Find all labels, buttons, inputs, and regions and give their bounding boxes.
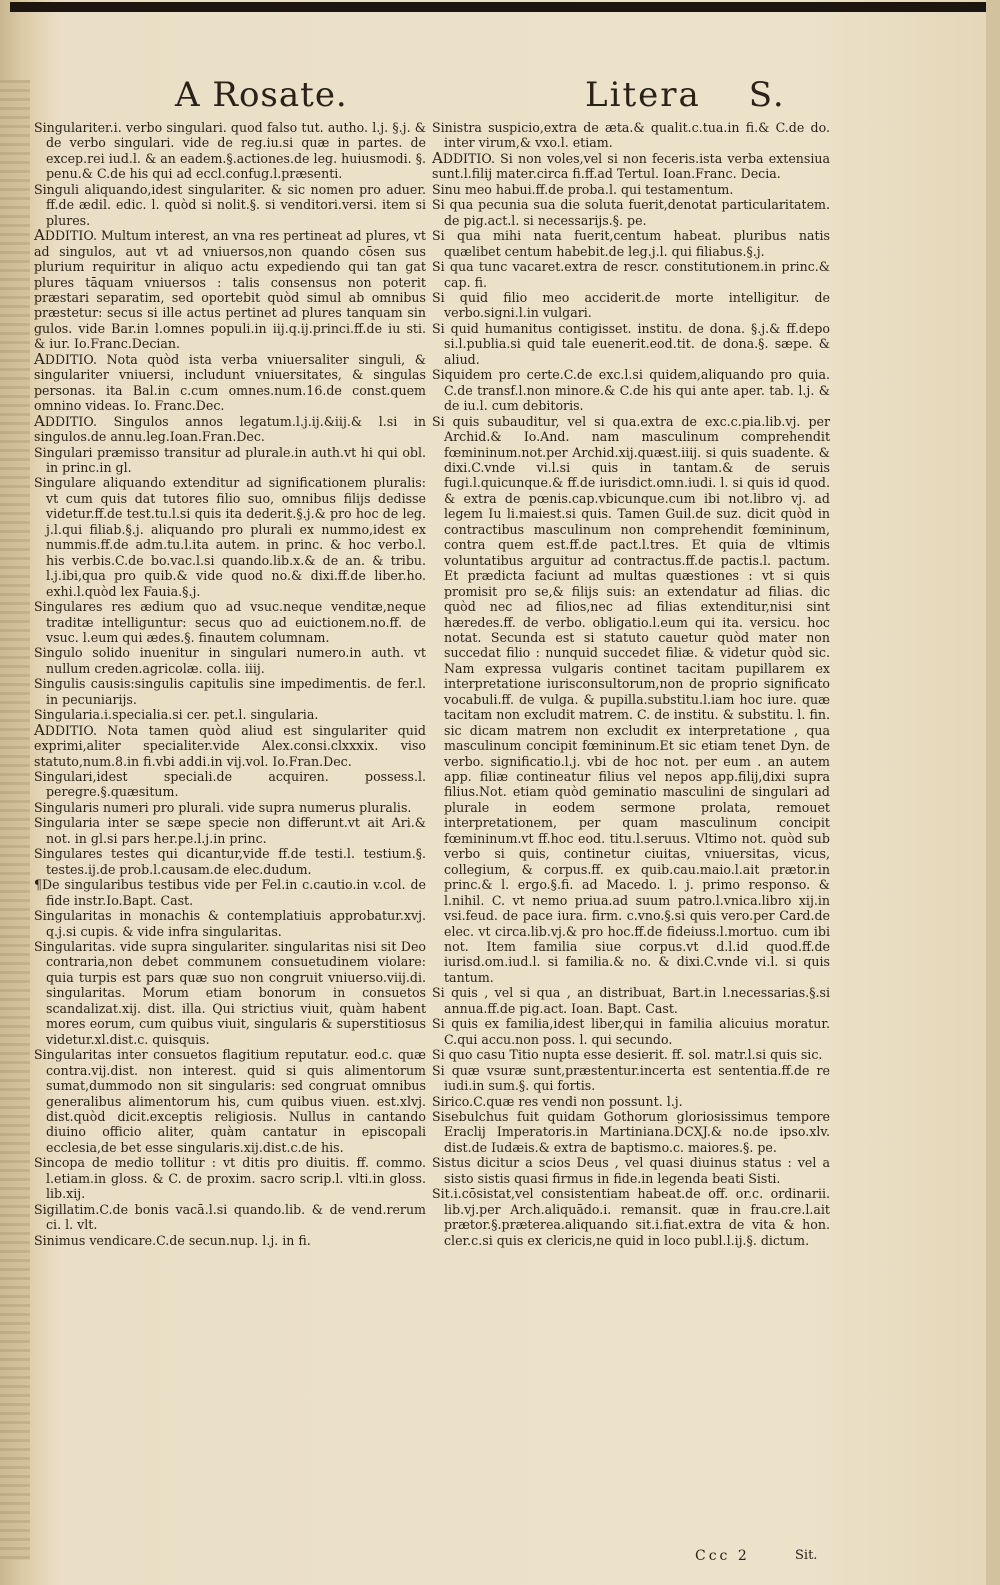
entry: Si quæ vsuræ sunt,præstentur.incerta est sententia.ff.de re iudi.in sum.§. qui fortis. bbox=[432, 1062, 830, 1094]
entry: Singularitas. vide supra singulariter. singularitas nisi sit Deo contraria,non debet communem consuetudinem violare: quia turpis est pars quæ suo non congruit vniuerso.viij.di. singularitas. Morum etiam bonorum in consuetos scandalizat.xij. dist. illa. Qui strictius viuit, quàm habent mores eorum, cum quibus viuit, singularis & superstitiosus videtur.xl.dist.c. quisquis. bbox=[34, 939, 426, 1047]
page-edge bbox=[986, 0, 1000, 1585]
entry: Singulares testes qui dicantur,vide ff.de testi.l. testium.§. testes.ij.de prob.l.causam.de elec.dudum. bbox=[34, 846, 426, 877]
entry: ADDITIO. Si non voles,vel si non feceris.ista verba extensiua sunt.l.filij mater.circa fi.ff.ad Tertul. Ioan.Franc. Decia. bbox=[432, 148, 830, 182]
entry: Singularis numeri pro plurali. vide supra numerus pluralis. bbox=[34, 799, 412, 815]
entry: Sinistra suspicio,extra de æta.& qualit.c.tua.in fi.& C.de do. inter virum,& vxo.l. etiam. bbox=[432, 120, 830, 151]
entry: Singularitas inter consuetos flagitium reputatur. eod.c. quæ contra.vij.dist. non interest. quid si quis alimentorum sumat,dummodo non sit singularis: sed congruat omnibus generalibus alimentorum his, cum quibus viuen. est.xlvj. dist.quòd dicit.exceptis religiosis. Nullus in cantando diuino officio aliter, quàm cantatur in episcopali ecclesia,de bet esse singularis.xij.dist.c.de his. bbox=[34, 1047, 426, 1155]
entry: Sit.i.cōsistat,vel consistentiam habeat.de off. or.c. ordinarii. lib.vj.per Arch.aliquādo.i. remansit. quæ in frau.cre.l.ait prætor.§.præterea.aliquando sit.i.fiat.extra de vita & hon. cler.c.si quis ex clericis,ne quid in loco publ.l.ij.§. dictum. bbox=[432, 1186, 830, 1248]
right-column bbox=[432, 120, 830, 1248]
entry: Singularia.i.specialia.si cer. pet.l. singularia. bbox=[34, 707, 319, 723]
entry: Singuli aliquando,idest singulariter. & sic nomen pro aduer. ff.de ædil. edic. l. quòd si nolit.§. si venditori.versi. item si plures. bbox=[34, 181, 426, 228]
entry: Singularitas in monachis & contemplatiuis approbatur.xvj. q.j.si cupis. & vide infra singularitas. bbox=[34, 908, 426, 939]
running-header bbox=[30, 75, 980, 125]
gutter-strip bbox=[0, 80, 30, 1560]
entry: Siquidem pro certe.C.de exc.l.si quidem,aliquando pro quia. C.de transf.l.non minore.& C.de his qui ante aper. tab. l.j. & de iu.l. cum debitoris. bbox=[432, 367, 830, 414]
entry: ADDITIO. Nota quòd ista verba vniuersaliter singuli, & singulariter vniuersi, includunt vniuersitates, & singulas personas. ita Bal.in c.cum omnes.num.16.de const.quem omnino videas. Io. Franc.Dec. bbox=[34, 349, 426, 414]
entry: Singulis causis:singulis capitulis sine impedimentis. de fer.l. in pecuniarijs. bbox=[34, 676, 426, 707]
entry: Singulariter.i. verbo singulari. quod falso tut. autho. l.j. §.j. & de verbo singulari. vide de reg.iu.si quæ in partes. de excep.rei iud.l. & an eadem.§.actiones.de leg. huiusmodi. §. penu.& C.de his qui ad eccl.confug.l.præsenti. bbox=[34, 120, 426, 182]
entry: Si quis , vel si qua , an distribuat, Bart.in l.necessarias.§.si annua.ff.de pig.act. Ioan. Bapt. Cast. bbox=[432, 985, 830, 1016]
top-rule bbox=[10, 2, 988, 12]
entry: Si qua mihi nata fuerit,centum habeat. pluribus natis quælibet centum habebit.de leg.j.l. qui filiabus.§.j. bbox=[432, 228, 830, 259]
entry: Singulo solido inuenitur in singulari numero.in auth. vt nullum creden.agricolæ. colla. iiij. bbox=[34, 645, 426, 676]
left-column bbox=[34, 120, 426, 1248]
header-letter: S. bbox=[748, 75, 786, 115]
entry: Singulare aliquando extenditur ad significationem pluralis: vt cum quis dat tutores filio suo, omnibus filijs dedisse videtur.ff.de test.tu.l.si quis ita dederit.§.j.& pro hoc de leg. j.l.qui filiab.§.j. aliquando pro plurali ex nummo,idest ex nummis.ff.de adm.tu.l.ita autem. in princ. & hoc verbo.l. his verbis.C.de bo.vac.l.si quando.lib.x.& de an. & tribu. l.j.ibi,qua pro quib.& vide quod no.& dixi.ff.de liber.ho. exhi.l.quòd lex Fauia.§.j. bbox=[34, 475, 426, 599]
entry: Si quis ex familia,idest liber,qui in familia alicuius moratur. C.qui accu.non poss. l. qui secundo. bbox=[432, 1016, 830, 1047]
entry: ADDITIO. Multum interest, an vna res pertineat ad plures, vt ad singulos, aut vt ad vniuersos,non quando cōsen sus plurium requiritur in aliquo actu expediendo qui tan gat plures tāquam vniuersos : talis consensus non poterit præstari separatim, sed oportebit quòd simul ab omnibus præstetur: secus si ille actus pertinet ad plures tanquam sin gulos. vide Bar.in l.omnes populi.in iij.q.ij.princi.ff.de iu sti. & iur. Io.Franc.Decian. bbox=[34, 226, 426, 352]
entry: Sincopa de medio tollitur : vt ditis pro diuitis. ff. commo. l.etiam.in gloss. & C. de proxim. sacro scrip.l. vlti.in gloss. lib.xij. bbox=[34, 1155, 426, 1202]
entry: ADDITIO. Nota tamen quòd aliud est singulariter quid exprimi,aliter specialiter.vide Alex.consi.clxxxix. viso statuto,num.8.in fi.vbi addi.in vij.vol. Io.Fran.Dec. bbox=[34, 720, 426, 769]
entry: Sisebulchus fuit quidam Gothorum gloriosissimus tempore Eraclij Imperatoris.in Martiniana.DCXJ.& no.de ipso.xlv. dist.de Iudæis.& extra de baptismo.c. maiores.§. pe. bbox=[432, 1109, 830, 1155]
header-litera: Litera bbox=[585, 75, 701, 115]
entry: Si quis subauditur, vel si qua.extra de exc.c.pia.lib.vj. per Archid.& Io.And. nam masculinum comprehendit fœmininum.not.per Archid.xij.quæst.iiij. si quis suadente. & dixi.C.vnde vi.l.si quis in tantam.& de seruis fugi.l.quicunque.& ff.de iurisdict.omn.iudi. l. si quis id quod. & extra de pœnis.cap.vbicunque.cum ibi not.libro vj. ad legem Iu li.maiest.si quis. Tamen Guil.de suz. dicit quòd in contractibus masculinum non comprehendit fœmininum, contra quem est.ff.de pact.l.tres. Et quia de vltimis voluntatibus arguitur ad contractus.ff.de pactis.l. pactum. Et prædicta faciunt ad multas quæstiones : vt si quis promisit pro se,& filijs suis: an extendatur ad filias. dic quòd nec ad filios,nec ad filias extenditur,nisi sint hæredes.ff. de verbo. obligatio.l.eum qui ita. versicu. hoc notat. Secunda est si statuto cauetur quòd mater non succedat filio : nunquid succedet filiæ. & videtur quòd sic. Nam expressa vulgaris continet tacitam pupillarem ex interpretatione iurisconsultorum,non de proprio significato vocabuli.ff. de vulga. & pupilla.substitu.l.iam hoc iure. quæ tacitam non excludit matrem. C. de institu. & substitu. l. fin. sic dicam matrem non excludit ex interpretatione , qua masculinum concipit fœmininum.Et sic etiam tenet Dyn. de verbo. significatio.l.j. vbi de hoc not. per eum . an autem app. filiæ contineatur filius vel nepos app.filij,dixi supra filius.Not. etiam quòd geminatio masculini de singulari ad plurale in eodem sermone prolata, remouet interpretationem, per quam masculinum concipit fœmininum.vt ff.hoc eod. titu.l.seruus. Vltimo not. quòd sub verbo si quis, continetur ciuitas, vniuersitas, vicus, collegium, & corpus.ff. ex quib.cau.maio.l.ait prætor.in princ.& l. ergo.§.fi. ad Macedo. l. j. primo responso. & l.nihil. C. vt nemo priua.ad suum patro.l.vnica.libro xij.in vsi.feud. de pace iura. firm. c.vno.§.si quis vero.per Card.de elec. vt circa.lib.vj.& pro hoc.ff.de fideiuss.l.mortuo. cum ibi not. Item familia siue corpus.vt d.l.id quod.ff.de iurisd.om.iud.l. si familia.& no. & dixi.C.vnde vi.l. si quis tantum. bbox=[432, 413, 830, 985]
entry: Singularia inter se sæpe specie non differunt.vt ait Ari.& not. in gl.si pars her.pe.l.j.in princ. bbox=[34, 815, 426, 846]
entry: Singulari,idest speciali.de acquiren. possess.l. peregre.§.quæsitum. bbox=[34, 769, 426, 800]
catchword: Sit. bbox=[795, 1548, 818, 1563]
signature-mark: Ccc 2 bbox=[695, 1548, 750, 1564]
entry: Singulari præmisso transitur ad plurale.in auth.vt hi qui obl. in princ.in gl. bbox=[34, 444, 426, 475]
entry: Si quid humanitus contigisset. institu. de dona. §.j.& ff.depo si.l.publia.si quid tale euenerit.eod.tit. de dona.§. sæpe. & aliud. bbox=[432, 320, 830, 367]
entry: Si quo casu Titio nupta esse desierit. ff. sol. matr.l.si quis sic. bbox=[432, 1047, 823, 1063]
entry: Si qua tunc vacaret.extra de rescr. constitutionem.in princ.& cap. fi. bbox=[432, 259, 830, 290]
entry: ADDITIO. Singulos annos legatum.l.j.ij.&iij.& l.si in singulos.de annu.leg.Ioan.Fran.Dec. bbox=[34, 411, 426, 445]
entry: Si quid filio meo acciderit.de morte intelligitur. de verbo.signi.l.in vulgari. bbox=[432, 289, 830, 321]
entry: Sirico.C.quæ res vendi non possunt. l.j. bbox=[432, 1093, 683, 1109]
entry: ¶De singularibus testibus vide per Fel.in c.cautio.in v.col. de fide instr.Io.Bapt. Cast. bbox=[34, 877, 426, 908]
entry: Si qua pecunia sua die soluta fuerit,denotat particularitatem. de pig.act.l. si necessarijs.§. pe. bbox=[432, 197, 830, 228]
header-right bbox=[585, 75, 786, 115]
entry: Sistus dicitur a scios Deus , vel quasi diuinus status : vel a sisto sistis quasi firmus in fide.in legenda beati Sisti. bbox=[432, 1155, 830, 1186]
entry: Sigillatim.C.de bonis vacā.l.si quando.lib. & de vend.rerum ci. l. vlt. bbox=[34, 1201, 426, 1233]
entry: Sinimus vendicare.C.de secun.nup. l.j. in fi. bbox=[34, 1232, 311, 1248]
entry: Sinu meo habui.ff.de proba.l. qui testamentum. bbox=[432, 181, 734, 197]
header-left: A Rosate. bbox=[175, 75, 348, 115]
entry: Singulares res ædium quo ad vsuc.neque venditæ,neque traditæ intelliguntur: secus quo ad euictionem.no.ff. de vsuc. l.eum qui ædes.§. finautem columnam. bbox=[34, 599, 426, 645]
